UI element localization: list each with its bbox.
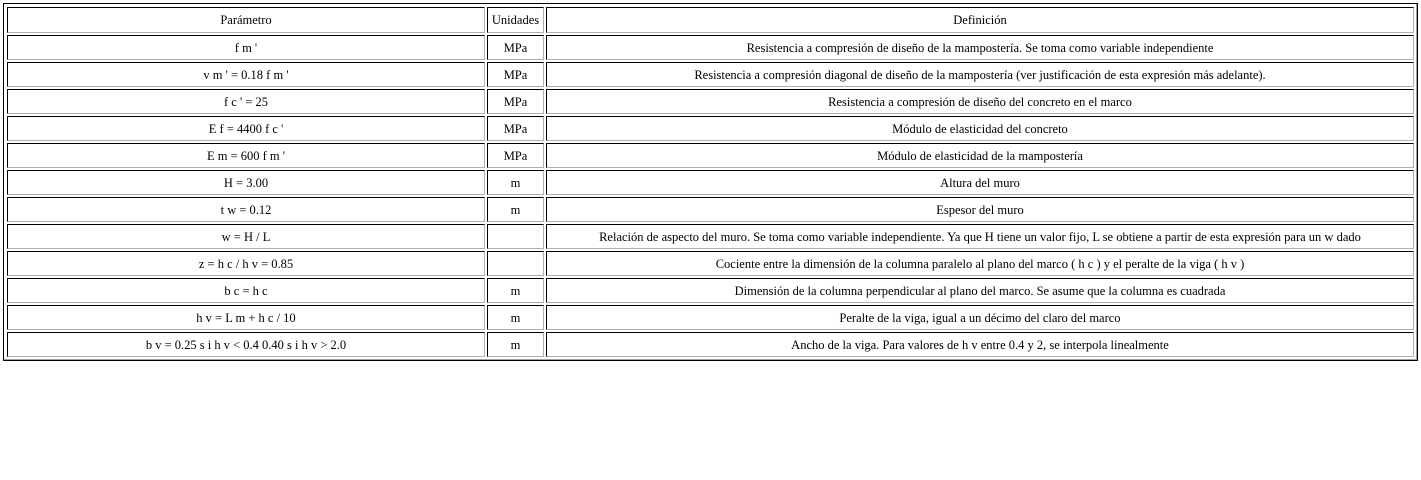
units-cell: m (487, 197, 544, 222)
parameter-cell: v m ' = 0.18 f m ' (7, 62, 485, 87)
units-cell: m (487, 332, 544, 357)
definition-cell: Resistencia a compresión diagonal de diseño de la mampostería (ver justificación de esta expresión más adelante). (546, 62, 1414, 87)
table-row (7, 278, 1414, 303)
table-row (7, 251, 1414, 276)
units-cell (487, 224, 544, 249)
parameter-cell: E f = 4400 f c ' (7, 116, 485, 141)
table-header-row (7, 7, 1414, 33)
table-row (7, 332, 1414, 357)
definition-cell: Módulo de elasticidad del concreto (546, 116, 1414, 141)
table-row (7, 116, 1414, 141)
units-cell: MPa (487, 62, 544, 87)
parameter-cell: f m ' (7, 35, 485, 60)
definition-cell: Ancho de la viga. Para valores de h v entre 0.4 y 2, se interpola linealmente (546, 332, 1414, 357)
units-cell: m (487, 170, 544, 195)
parameter-cell: w = H / L (7, 224, 485, 249)
table-row (7, 143, 1414, 168)
table-row (7, 197, 1414, 222)
definition-cell: Espesor del muro (546, 197, 1414, 222)
definition-cell: Altura del muro (546, 170, 1414, 195)
parameter-cell: t w = 0.12 (7, 197, 485, 222)
units-cell: MPa (487, 116, 544, 141)
definition-cell: Módulo de elasticidad de la mampostería (546, 143, 1414, 168)
definition-cell: Peralte de la viga, igual a un décimo del claro del marco (546, 305, 1414, 330)
parameter-cell: z = h c / h v = 0.85 (7, 251, 485, 276)
header-definicion: Definición (546, 7, 1414, 33)
parameter-cell: H = 3.00 (7, 170, 485, 195)
header-unidades: Unidades (487, 7, 544, 33)
table-row (7, 224, 1414, 249)
table-row (7, 170, 1414, 195)
units-cell: MPa (487, 89, 544, 114)
parameter-cell: b v = 0.25 s i h v < 0.4 0.40 s i h v > 2.0 (7, 332, 485, 357)
units-cell: MPa (487, 35, 544, 60)
parameters-table-container (3, 3, 1418, 361)
table-row (7, 62, 1414, 87)
definition-cell: Resistencia a compresión de diseño de la mampostería. Se toma como variable independiente (546, 35, 1414, 60)
parameters-table (3, 3, 1418, 361)
parameter-cell: b c = h c (7, 278, 485, 303)
units-cell: m (487, 278, 544, 303)
table-row (7, 305, 1414, 330)
units-cell: m (487, 305, 544, 330)
units-cell: MPa (487, 143, 544, 168)
definition-cell: Dimensión de la columna perpendicular al plano del marco. Se asume que la columna es cuadrada (546, 278, 1414, 303)
parameter-cell: f c ' = 25 (7, 89, 485, 114)
definition-cell: Resistencia a compresión de diseño del concreto en el marco (546, 89, 1414, 114)
header-parametro: Parámetro (7, 7, 485, 33)
table-row (7, 35, 1414, 60)
units-cell (487, 251, 544, 276)
table-row (7, 89, 1414, 114)
definition-cell: Cociente entre la dimensión de la columna paralelo al plano del marco ( h c ) y el peralte de la viga ( h v ) (546, 251, 1414, 276)
parameter-cell: E m = 600 f m ' (7, 143, 485, 168)
parameter-cell: h v = L m + h c / 10 (7, 305, 485, 330)
definition-cell: Relación de aspecto del muro. Se toma como variable independiente. Ya que H tiene un valor fijo, L se obtiene a partir de esta expresión para un w dado (546, 224, 1414, 249)
